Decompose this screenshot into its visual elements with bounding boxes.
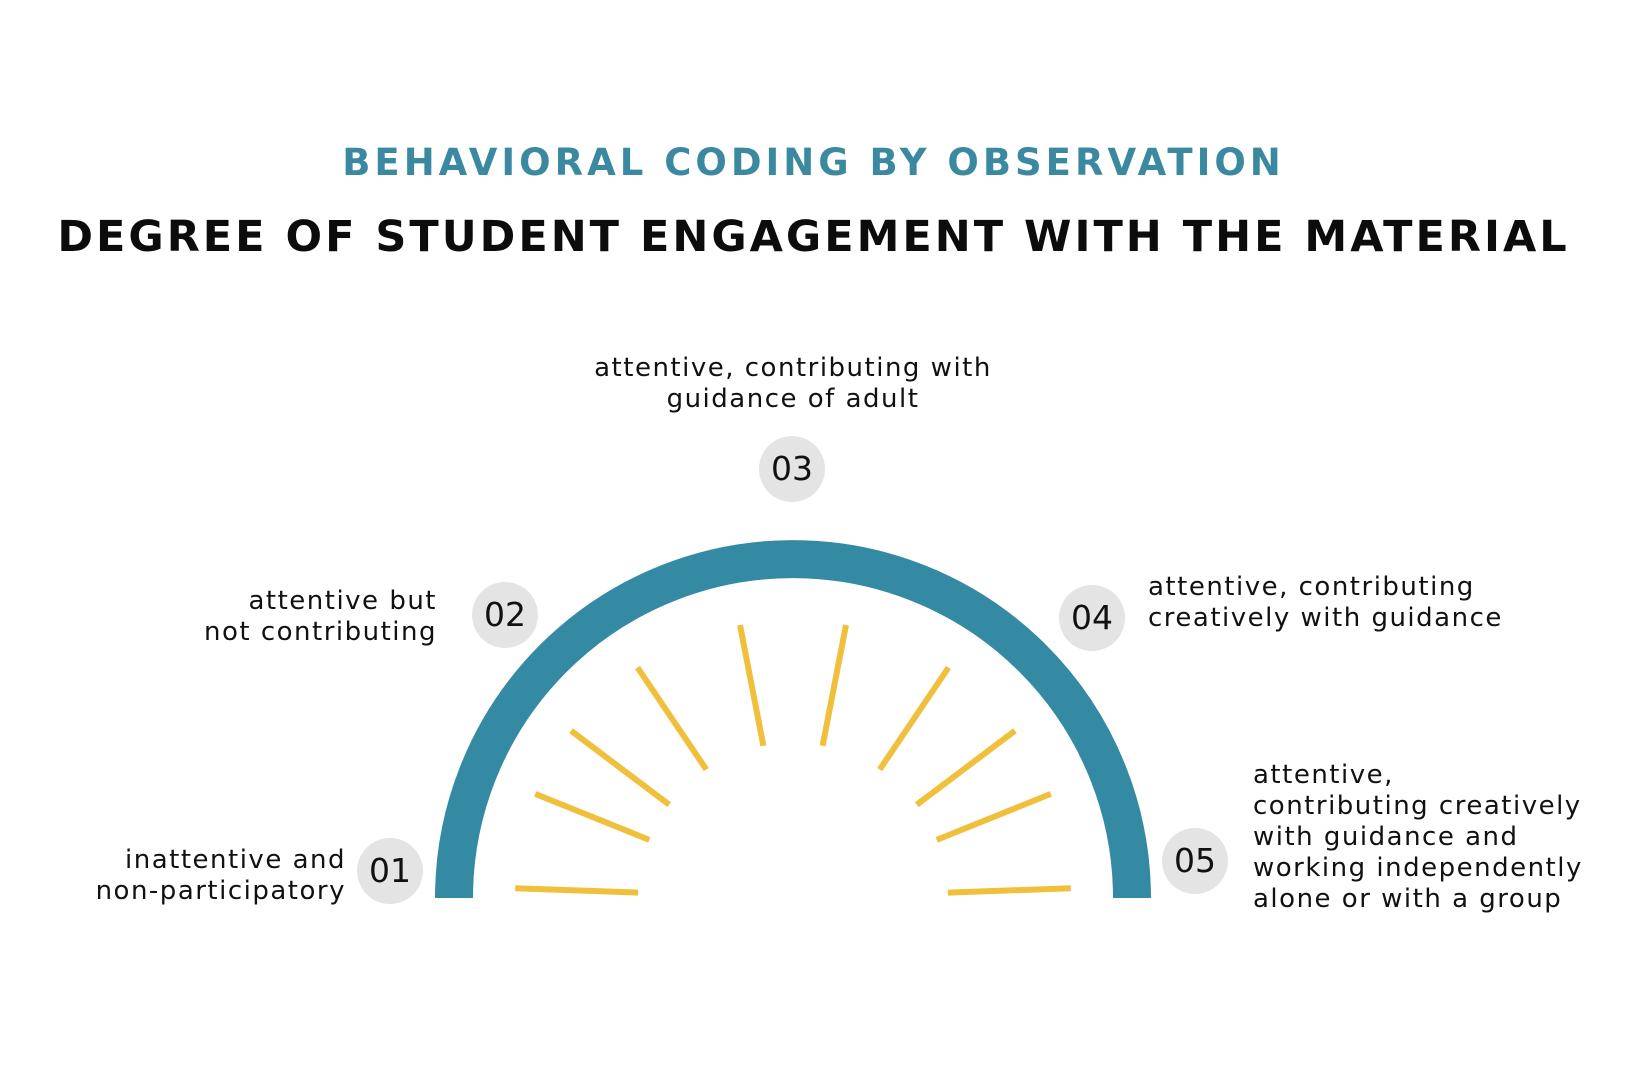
diagram-subtitle: BEHAVIORAL CODING BY OBSERVATION bbox=[342, 141, 1285, 184]
level-03-badge: 03 bbox=[759, 436, 825, 502]
gauge-arc bbox=[454, 559, 1132, 898]
level-05-label: attentive, contributing creatively with guidance and working independently alone or with a group bbox=[1253, 760, 1583, 914]
gauge-ray-5 bbox=[740, 625, 763, 746]
gauge-ray-8 bbox=[917, 731, 1015, 805]
gauge-ray-2 bbox=[535, 794, 649, 840]
level-05-badge: 05 bbox=[1162, 828, 1228, 894]
gauge-ray-6 bbox=[823, 625, 846, 746]
gauge-ray-4 bbox=[638, 668, 707, 770]
level-04-badge: 04 bbox=[1059, 585, 1125, 651]
level-02-badge: 02 bbox=[472, 582, 538, 648]
diagram-title: DEGREE OF STUDENT ENGAGEMENT WITH THE MATERIAL bbox=[57, 212, 1570, 262]
gauge-ray-10 bbox=[948, 888, 1071, 892]
level-03-label: attentive, contributing with guidance of adult bbox=[594, 353, 992, 414]
gauge-rays bbox=[515, 625, 1071, 893]
gauge-ray-3 bbox=[571, 731, 669, 805]
level-01-badge: 01 bbox=[357, 838, 423, 904]
level-04-label: attentive, contributing creatively with guidance bbox=[1148, 572, 1503, 633]
level-01-label: inattentive and non-participatory bbox=[95, 845, 346, 906]
gauge-ray-1 bbox=[515, 888, 638, 892]
gauge-ray-9 bbox=[937, 794, 1051, 840]
gauge-ray-7 bbox=[880, 668, 949, 770]
level-02-label: attentive but not contributing bbox=[203, 586, 437, 647]
